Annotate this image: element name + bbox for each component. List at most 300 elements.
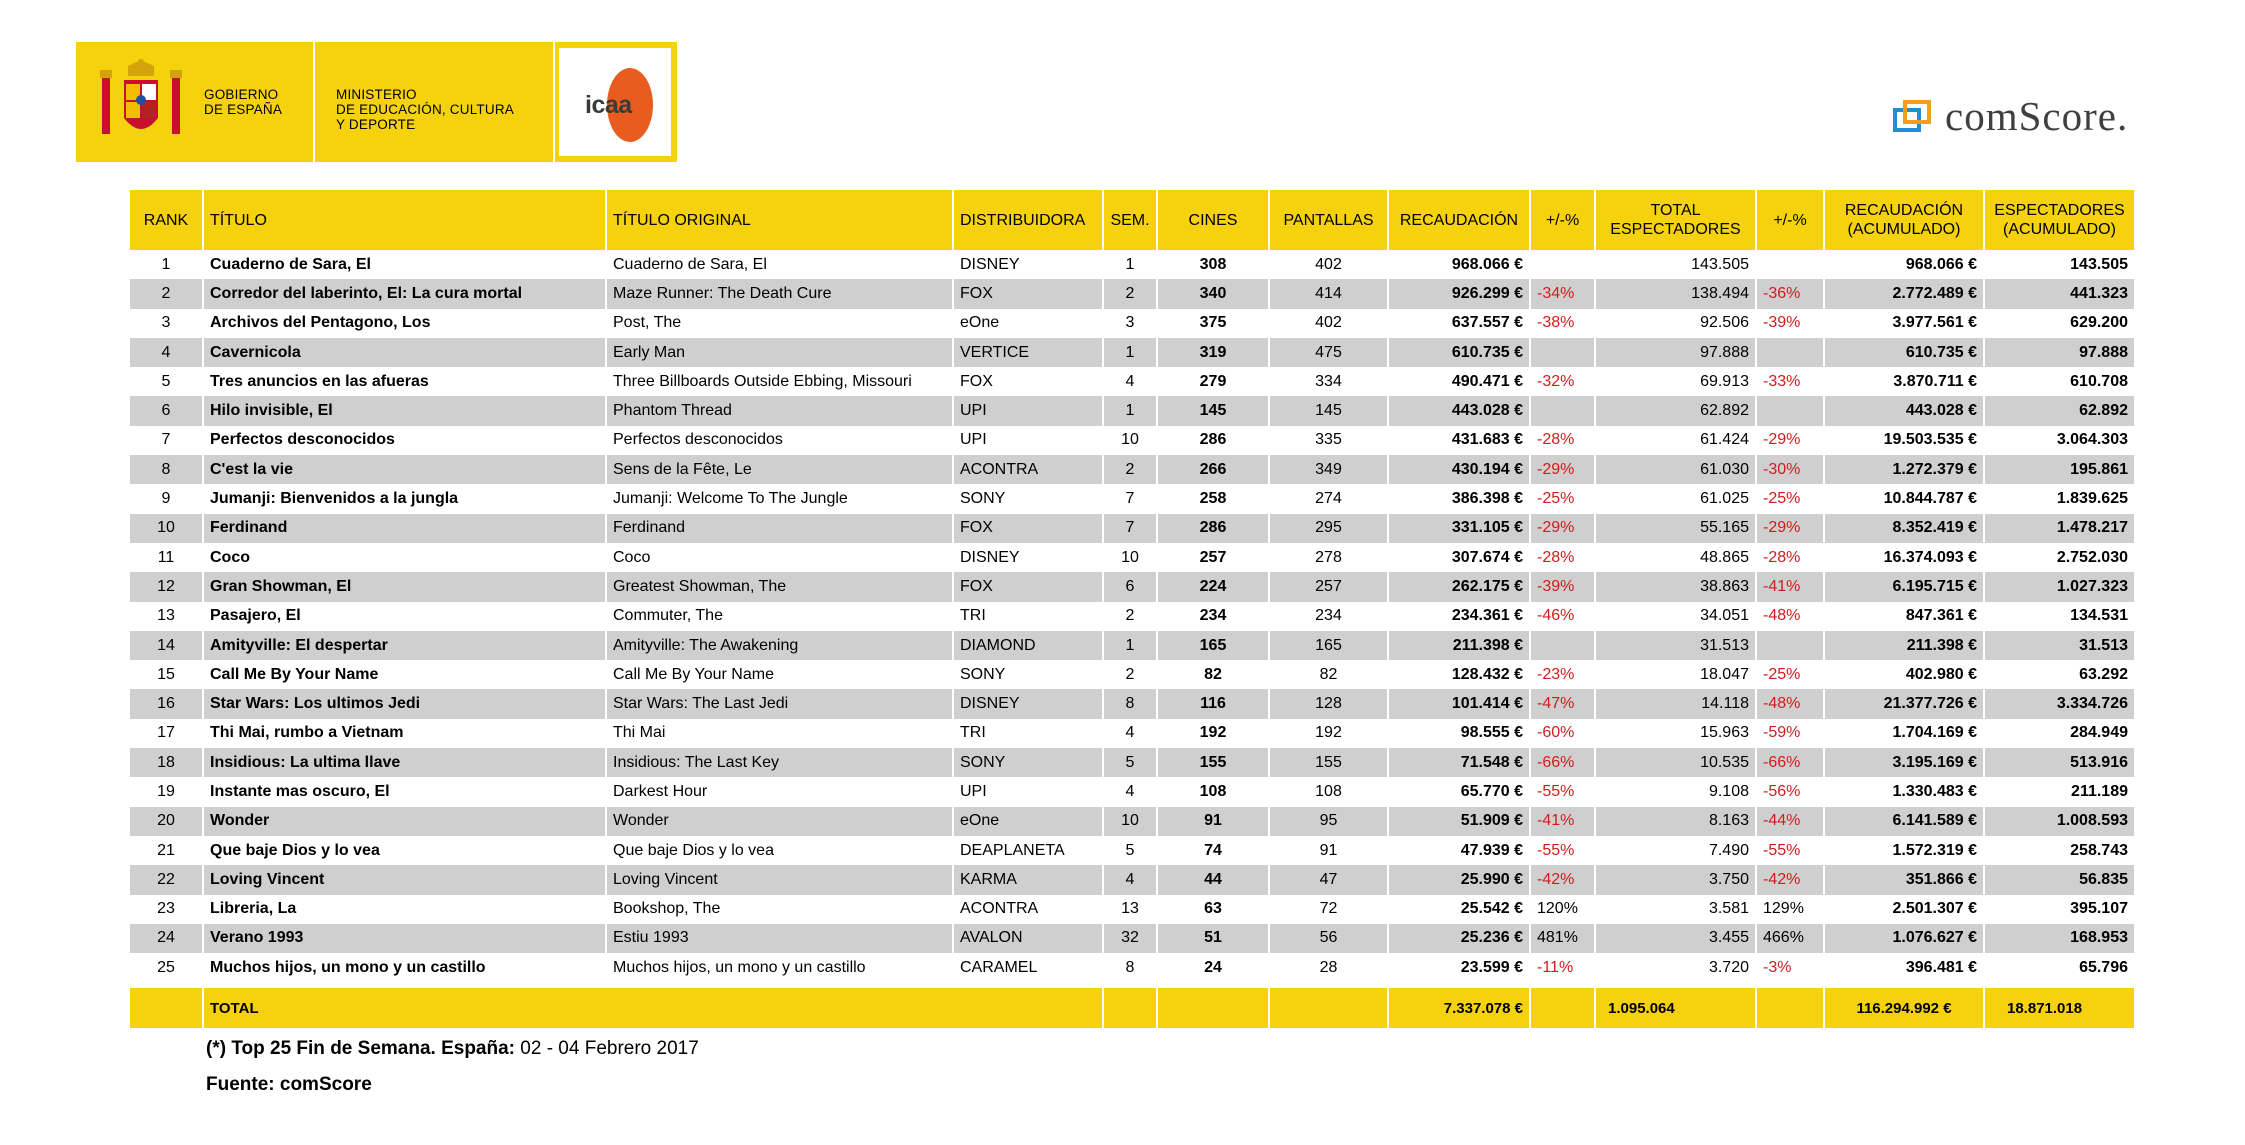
gross-change-cell: -66% [1530,748,1595,777]
rank-cell: 18 [130,748,203,777]
rank-cell: 9 [130,484,203,513]
cumulative-gross-cell: 610.735 € [1824,338,1984,367]
rank-cell: 12 [130,572,203,601]
cumulative-gross-cell: 351.866 € [1824,865,1984,894]
rank-cell: 10 [130,514,203,543]
original-title-cell: Perfectos desconocidos [606,426,953,455]
distributor-cell: VERTICE [953,338,1103,367]
cinemas-cell: 224 [1157,572,1269,601]
cumulative-admissions-cell: 629.200 [1984,309,2135,338]
title-cell: Amityville: El despertar [203,631,606,660]
distributor-cell: eOne [953,309,1103,338]
gross-change-cell: -25% [1530,484,1595,513]
totals-label: TOTAL [203,988,1103,1028]
icaa-logo: icaa [557,46,673,158]
admissions-change-cell: -25% [1756,484,1824,513]
admissions-change-cell: -44% [1756,807,1824,836]
original-title-cell: Coco [606,543,953,572]
totals-cumulative-gross: 116.294.992 € [1824,988,1984,1028]
gross-change-cell: -42% [1530,865,1595,894]
cumulative-admissions-cell: 168.953 [1984,924,2135,953]
weeks-cell: 5 [1103,836,1157,865]
gross-change-cell: -46% [1530,602,1595,631]
screens-cell: 274 [1269,484,1388,513]
admissions-cell: 15.963 [1595,719,1756,748]
admissions-change-cell: 129% [1756,895,1824,924]
cinemas-cell: 91 [1157,807,1269,836]
admissions-change-cell: -39% [1756,309,1824,338]
table-row [130,865,2135,894]
title-cell: Verano 1993 [203,924,606,953]
admissions-cell: 31.513 [1595,631,1756,660]
rank-cell: 11 [130,543,203,572]
screens-cell: 91 [1269,836,1388,865]
rank-cell: 13 [130,602,203,631]
cumulative-gross-cell: 968.066 € [1824,250,1984,279]
admissions-change-cell: -30% [1756,455,1824,484]
gross-cell: 23.599 € [1388,953,1530,982]
title-cell: Coco [203,543,606,572]
gross-cell: 51.909 € [1388,807,1530,836]
cumulative-admissions-cell: 2.752.030 [1984,543,2135,572]
table-row [130,250,2135,279]
gross-cell: 443.028 € [1388,396,1530,425]
totals-gross: 7.337.078 € [1388,988,1530,1028]
cinemas-cell: 145 [1157,396,1269,425]
rank-cell: 22 [130,865,203,894]
screens-cell: 402 [1269,309,1388,338]
distributor-cell: SONY [953,748,1103,777]
gross-cell: 430.194 € [1388,455,1530,484]
table-header [130,190,2135,250]
title-cell: Cavernicola [203,338,606,367]
gross-change-cell: -34% [1530,279,1595,308]
weeks-cell: 1 [1103,396,1157,425]
weeks-cell: 7 [1103,514,1157,543]
title-cell: Wonder [203,807,606,836]
weeks-cell: 13 [1103,895,1157,924]
table-row [130,660,2135,689]
gross-change-cell: -29% [1530,455,1595,484]
gross-cell: 431.683 € [1388,426,1530,455]
gross-cell: 211.398 € [1388,631,1530,660]
original-title-cell: Sens de la Fête, Le [606,455,953,484]
gross-change-cell: -55% [1530,836,1595,865]
original-title-cell: Maze Runner: The Death Cure [606,279,953,308]
totals-cumulative-admissions: 18.871.018 [1984,988,2135,1028]
cumulative-admissions-cell: 1.008.593 [1984,807,2135,836]
screens-cell: 192 [1269,719,1388,748]
government-label: GOBIERNO DE ESPAÑA [204,87,283,117]
rank-cell: 20 [130,807,203,836]
gross-cell: 25.542 € [1388,895,1530,924]
screens-cell: 295 [1269,514,1388,543]
gross-change-cell [1530,396,1595,425]
cumulative-admissions-cell: 62.892 [1984,396,2135,425]
col-distributor: DISTRIBUIDORA [953,190,1103,250]
cinemas-cell: 234 [1157,602,1269,631]
admissions-cell: 143.505 [1595,250,1756,279]
gross-change-cell: 120% [1530,895,1595,924]
admissions-change-cell [1756,250,1824,279]
admissions-change-cell: -59% [1756,719,1824,748]
cinemas-cell: 108 [1157,777,1269,806]
distributor-cell: SONY [953,484,1103,513]
table-row [130,807,2135,836]
table-row [130,396,2135,425]
table-row [130,924,2135,953]
col-gross-change: +/-% [1530,190,1595,250]
comscore-icon [1893,98,1933,134]
gross-change-cell: -32% [1530,367,1595,396]
gross-cell: 926.299 € [1388,279,1530,308]
distributor-cell: FOX [953,572,1103,601]
table-row [130,572,2135,601]
gross-change-cell: -28% [1530,543,1595,572]
screens-cell: 414 [1269,279,1388,308]
title-cell: Instante mas oscuro, El [203,777,606,806]
cumulative-admissions-cell: 441.323 [1984,279,2135,308]
original-title-cell: Ferdinand [606,514,953,543]
title-cell: Ferdinand [203,514,606,543]
original-title-cell: Wonder [606,807,953,836]
cumulative-gross-cell: 19.503.535 € [1824,426,1984,455]
admissions-change-cell [1756,396,1824,425]
screens-cell: 145 [1269,396,1388,425]
cumulative-gross-cell: 2.501.307 € [1824,895,1984,924]
title-cell: Star Wars: Los ultimos Jedi [203,689,606,718]
admissions-cell: 3.750 [1595,865,1756,894]
col-gross: RECAUDACIÓN [1388,190,1530,250]
distributor-cell: DISNEY [953,689,1103,718]
admissions-cell: 18.047 [1595,660,1756,689]
screens-cell: 165 [1269,631,1388,660]
admissions-change-cell: -48% [1756,602,1824,631]
screens-cell: 257 [1269,572,1388,601]
rank-cell: 15 [130,660,203,689]
title-cell: Libreria, La [203,895,606,924]
admissions-change-cell: -28% [1756,543,1824,572]
table-row [130,338,2135,367]
screens-cell: 402 [1269,250,1388,279]
distributor-cell: eOne [953,807,1103,836]
rank-cell: 25 [130,953,203,982]
screens-cell: 334 [1269,367,1388,396]
rank-cell: 3 [130,309,203,338]
weeks-cell: 10 [1103,543,1157,572]
distributor-cell: CARAMEL [953,953,1103,982]
admissions-cell: 69.913 [1595,367,1756,396]
admissions-change-cell: -66% [1756,748,1824,777]
admissions-change-cell: -33% [1756,367,1824,396]
admissions-cell: 38.863 [1595,572,1756,601]
title-cell: Perfectos desconocidos [203,426,606,455]
admissions-change-cell: -3% [1756,953,1824,982]
cumulative-admissions-cell: 1.478.217 [1984,514,2135,543]
cinemas-cell: 82 [1157,660,1269,689]
rank-cell: 24 [130,924,203,953]
cumulative-gross-cell: 1.076.627 € [1824,924,1984,953]
original-title-cell: Jumanji: Welcome To The Jungle [606,484,953,513]
weeks-cell: 10 [1103,426,1157,455]
admissions-change-cell: -36% [1756,279,1824,308]
admissions-cell: 8.163 [1595,807,1756,836]
distributor-cell: DIAMOND [953,631,1103,660]
cumulative-gross-cell: 8.352.419 € [1824,514,1984,543]
cumulative-admissions-cell: 143.505 [1984,250,2135,279]
title-cell: Loving Vincent [203,865,606,894]
title-cell: Pasajero, El [203,602,606,631]
distributor-cell: ACONTRA [953,895,1103,924]
cumulative-admissions-cell: 284.949 [1984,719,2135,748]
gross-change-cell [1530,631,1595,660]
rank-cell: 1 [130,250,203,279]
cinemas-cell: 340 [1157,279,1269,308]
admissions-cell: 3.720 [1595,953,1756,982]
weeks-cell: 4 [1103,777,1157,806]
col-weeks: SEM. [1103,190,1157,250]
table-row [130,689,2135,718]
cumulative-gross-cell: 402.980 € [1824,660,1984,689]
title-cell: Tres anuncios en las afueras [203,367,606,396]
cumulative-admissions-cell: 395.107 [1984,895,2135,924]
admissions-change-cell: -29% [1756,426,1824,455]
admissions-cell: 3.581 [1595,895,1756,924]
cumulative-admissions-cell: 3.334.726 [1984,689,2135,718]
col-original-title: TÍTULO ORIGINAL [606,190,953,250]
totals-row [130,988,2135,1028]
screens-cell: 278 [1269,543,1388,572]
original-title-cell: Phantom Thread [606,396,953,425]
comscore-logo: comScore. [1893,94,2183,138]
cumulative-gross-cell: 1.704.169 € [1824,719,1984,748]
weeks-cell: 8 [1103,689,1157,718]
col-cumulative-admissions: ESPECTADORES (ACUMULADO) [1984,190,2135,250]
cumulative-admissions-cell: 1.839.625 [1984,484,2135,513]
gross-change-cell: -11% [1530,953,1595,982]
cumulative-gross-cell: 396.481 € [1824,953,1984,982]
title-cell: Thi Mai, rumbo a Vietnam [203,719,606,748]
table-row [130,514,2135,543]
rank-cell: 4 [130,338,203,367]
gross-cell: 25.990 € [1388,865,1530,894]
gross-cell: 386.398 € [1388,484,1530,513]
weeks-cell: 4 [1103,719,1157,748]
original-title-cell: Muchos hijos, un mono y un castillo [606,953,953,982]
cinemas-cell: 286 [1157,426,1269,455]
admissions-change-cell: 466% [1756,924,1824,953]
rank-cell: 17 [130,719,203,748]
cinemas-cell: 24 [1157,953,1269,982]
coat-of-arms-icon [96,58,186,146]
cumulative-gross-cell: 211.398 € [1824,631,1984,660]
table-row [130,719,2135,748]
weeks-cell: 2 [1103,455,1157,484]
admissions-change-cell [1756,631,1824,660]
original-title-cell: Star Wars: The Last Jedi [606,689,953,718]
distributor-cell: DISNEY [953,250,1103,279]
table-row [130,279,2135,308]
col-cumulative-gross: RECAUDACIÓN (ACUMULADO) [1824,190,1984,250]
gross-cell: 262.175 € [1388,572,1530,601]
title-cell: Corredor del laberinto, El: La cura mortal [203,279,606,308]
cinemas-cell: 375 [1157,309,1269,338]
gross-change-cell [1530,338,1595,367]
col-title: TÍTULO [203,190,606,250]
cinemas-cell: 116 [1157,689,1269,718]
admissions-cell: 138.494 [1595,279,1756,308]
cumulative-admissions-cell: 610.708 [1984,367,2135,396]
gross-cell: 47.939 € [1388,836,1530,865]
gross-cell: 968.066 € [1388,250,1530,279]
gross-change-cell: -47% [1530,689,1595,718]
table-row [130,953,2135,982]
cinemas-cell: 165 [1157,631,1269,660]
cumulative-admissions-cell: 56.835 [1984,865,2135,894]
table-row [130,777,2135,806]
distributor-cell: TRI [953,602,1103,631]
weeks-cell: 4 [1103,367,1157,396]
weeks-cell: 1 [1103,631,1157,660]
cumulative-admissions-cell: 211.189 [1984,777,2135,806]
col-rank: RANK [130,190,203,250]
table-body [130,250,2135,982]
distributor-cell: FOX [953,279,1103,308]
original-title-cell: Loving Vincent [606,865,953,894]
weeks-cell: 8 [1103,953,1157,982]
gross-change-cell: -41% [1530,807,1595,836]
cinemas-cell: 279 [1157,367,1269,396]
table-row [130,309,2135,338]
distributor-cell: DEAPLANETA [953,836,1103,865]
table-row [130,602,2135,631]
cinemas-cell: 192 [1157,719,1269,748]
cumulative-admissions-cell: 31.513 [1984,631,2135,660]
original-title-cell: Call Me By Your Name [606,660,953,689]
cumulative-admissions-cell: 134.531 [1984,602,2135,631]
distributor-cell: UPI [953,777,1103,806]
rank-cell: 19 [130,777,203,806]
gross-cell: 490.471 € [1388,367,1530,396]
cumulative-gross-cell: 16.374.093 € [1824,543,1984,572]
screens-cell: 128 [1269,689,1388,718]
cinemas-cell: 44 [1157,865,1269,894]
original-title-cell: Bookshop, The [606,895,953,924]
admissions-change-cell: -55% [1756,836,1824,865]
source-note: Fuente: comScore [206,1074,372,1095]
title-cell: C'est la vie [203,455,606,484]
cumulative-gross-cell: 847.361 € [1824,602,1984,631]
cumulative-admissions-cell: 513.916 [1984,748,2135,777]
table-row [130,367,2135,396]
cumulative-gross-cell: 6.195.715 € [1824,572,1984,601]
weeks-cell: 3 [1103,309,1157,338]
cinemas-cell: 257 [1157,543,1269,572]
screens-cell: 349 [1269,455,1388,484]
admissions-change-cell: -48% [1756,689,1824,718]
table-row [130,426,2135,455]
cinemas-cell: 63 [1157,895,1269,924]
admissions-cell: 55.165 [1595,514,1756,543]
screens-cell: 475 [1269,338,1388,367]
weeks-cell: 10 [1103,807,1157,836]
distributor-cell: TRI [953,719,1103,748]
cinemas-cell: 286 [1157,514,1269,543]
original-title-cell: Post, The [606,309,953,338]
admissions-cell: 92.506 [1595,309,1756,338]
admissions-cell: 62.892 [1595,396,1756,425]
admissions-cell: 7.490 [1595,836,1756,865]
screens-cell: 155 [1269,748,1388,777]
original-title-cell: Insidious: The Last Key [606,748,953,777]
cumulative-gross-cell: 1.330.483 € [1824,777,1984,806]
table-row [130,455,2135,484]
original-title-cell: Cuaderno de Sara, El [606,250,953,279]
original-title-cell: Commuter, The [606,602,953,631]
original-title-cell: Que baje Dios y lo vea [606,836,953,865]
original-title-cell: Darkest Hour [606,777,953,806]
weeks-cell: 4 [1103,865,1157,894]
table-row [130,484,2135,513]
cumulative-gross-cell: 21.377.726 € [1824,689,1984,718]
cumulative-gross-cell: 3.195.169 € [1824,748,1984,777]
cumulative-gross-cell: 3.977.561 € [1824,309,1984,338]
rank-cell: 14 [130,631,203,660]
cumulative-gross-cell: 3.870.711 € [1824,367,1984,396]
title-cell: Archivos del Pentagono, Los [203,309,606,338]
original-title-cell: Amityville: The Awakening [606,631,953,660]
gross-change-cell: -28% [1530,426,1595,455]
distributor-cell: SONY [953,660,1103,689]
admissions-cell: 10.535 [1595,748,1756,777]
cinemas-cell: 74 [1157,836,1269,865]
admissions-cell: 34.051 [1595,602,1756,631]
screens-cell: 335 [1269,426,1388,455]
admissions-cell: 61.030 [1595,455,1756,484]
admissions-cell: 9.108 [1595,777,1756,806]
distributor-cell: UPI [953,396,1103,425]
original-title-cell: Greatest Showman, The [606,572,953,601]
gross-cell: 98.555 € [1388,719,1530,748]
admissions-change-cell: -25% [1756,660,1824,689]
gross-cell: 331.105 € [1388,514,1530,543]
title-cell: Hilo invisible, El [203,396,606,425]
cumulative-gross-cell: 443.028 € [1824,396,1984,425]
col-admissions: TOTAL ESPECTADORES [1595,190,1756,250]
rank-cell: 2 [130,279,203,308]
cumulative-admissions-cell: 258.743 [1984,836,2135,865]
gross-change-cell: -38% [1530,309,1595,338]
table-row [130,836,2135,865]
rank-cell: 21 [130,836,203,865]
cumulative-gross-cell: 10.844.787 € [1824,484,1984,513]
ministry-label: MINISTERIO DE EDUCACIÓN, CULTURA Y DEPORTE [336,87,514,132]
cinemas-cell: 308 [1157,250,1269,279]
gross-change-cell: -39% [1530,572,1595,601]
gross-cell: 71.548 € [1388,748,1530,777]
table-row [130,895,2135,924]
gross-cell: 65.770 € [1388,777,1530,806]
gross-change-cell: -55% [1530,777,1595,806]
rank-cell: 7 [130,426,203,455]
distributor-cell: ACONTRA [953,455,1103,484]
gross-cell: 101.414 € [1388,689,1530,718]
distributor-cell: AVALON [953,924,1103,953]
weeks-cell: 2 [1103,602,1157,631]
cinemas-cell: 258 [1157,484,1269,513]
screens-cell: 234 [1269,602,1388,631]
cumulative-gross-cell: 1.272.379 € [1824,455,1984,484]
